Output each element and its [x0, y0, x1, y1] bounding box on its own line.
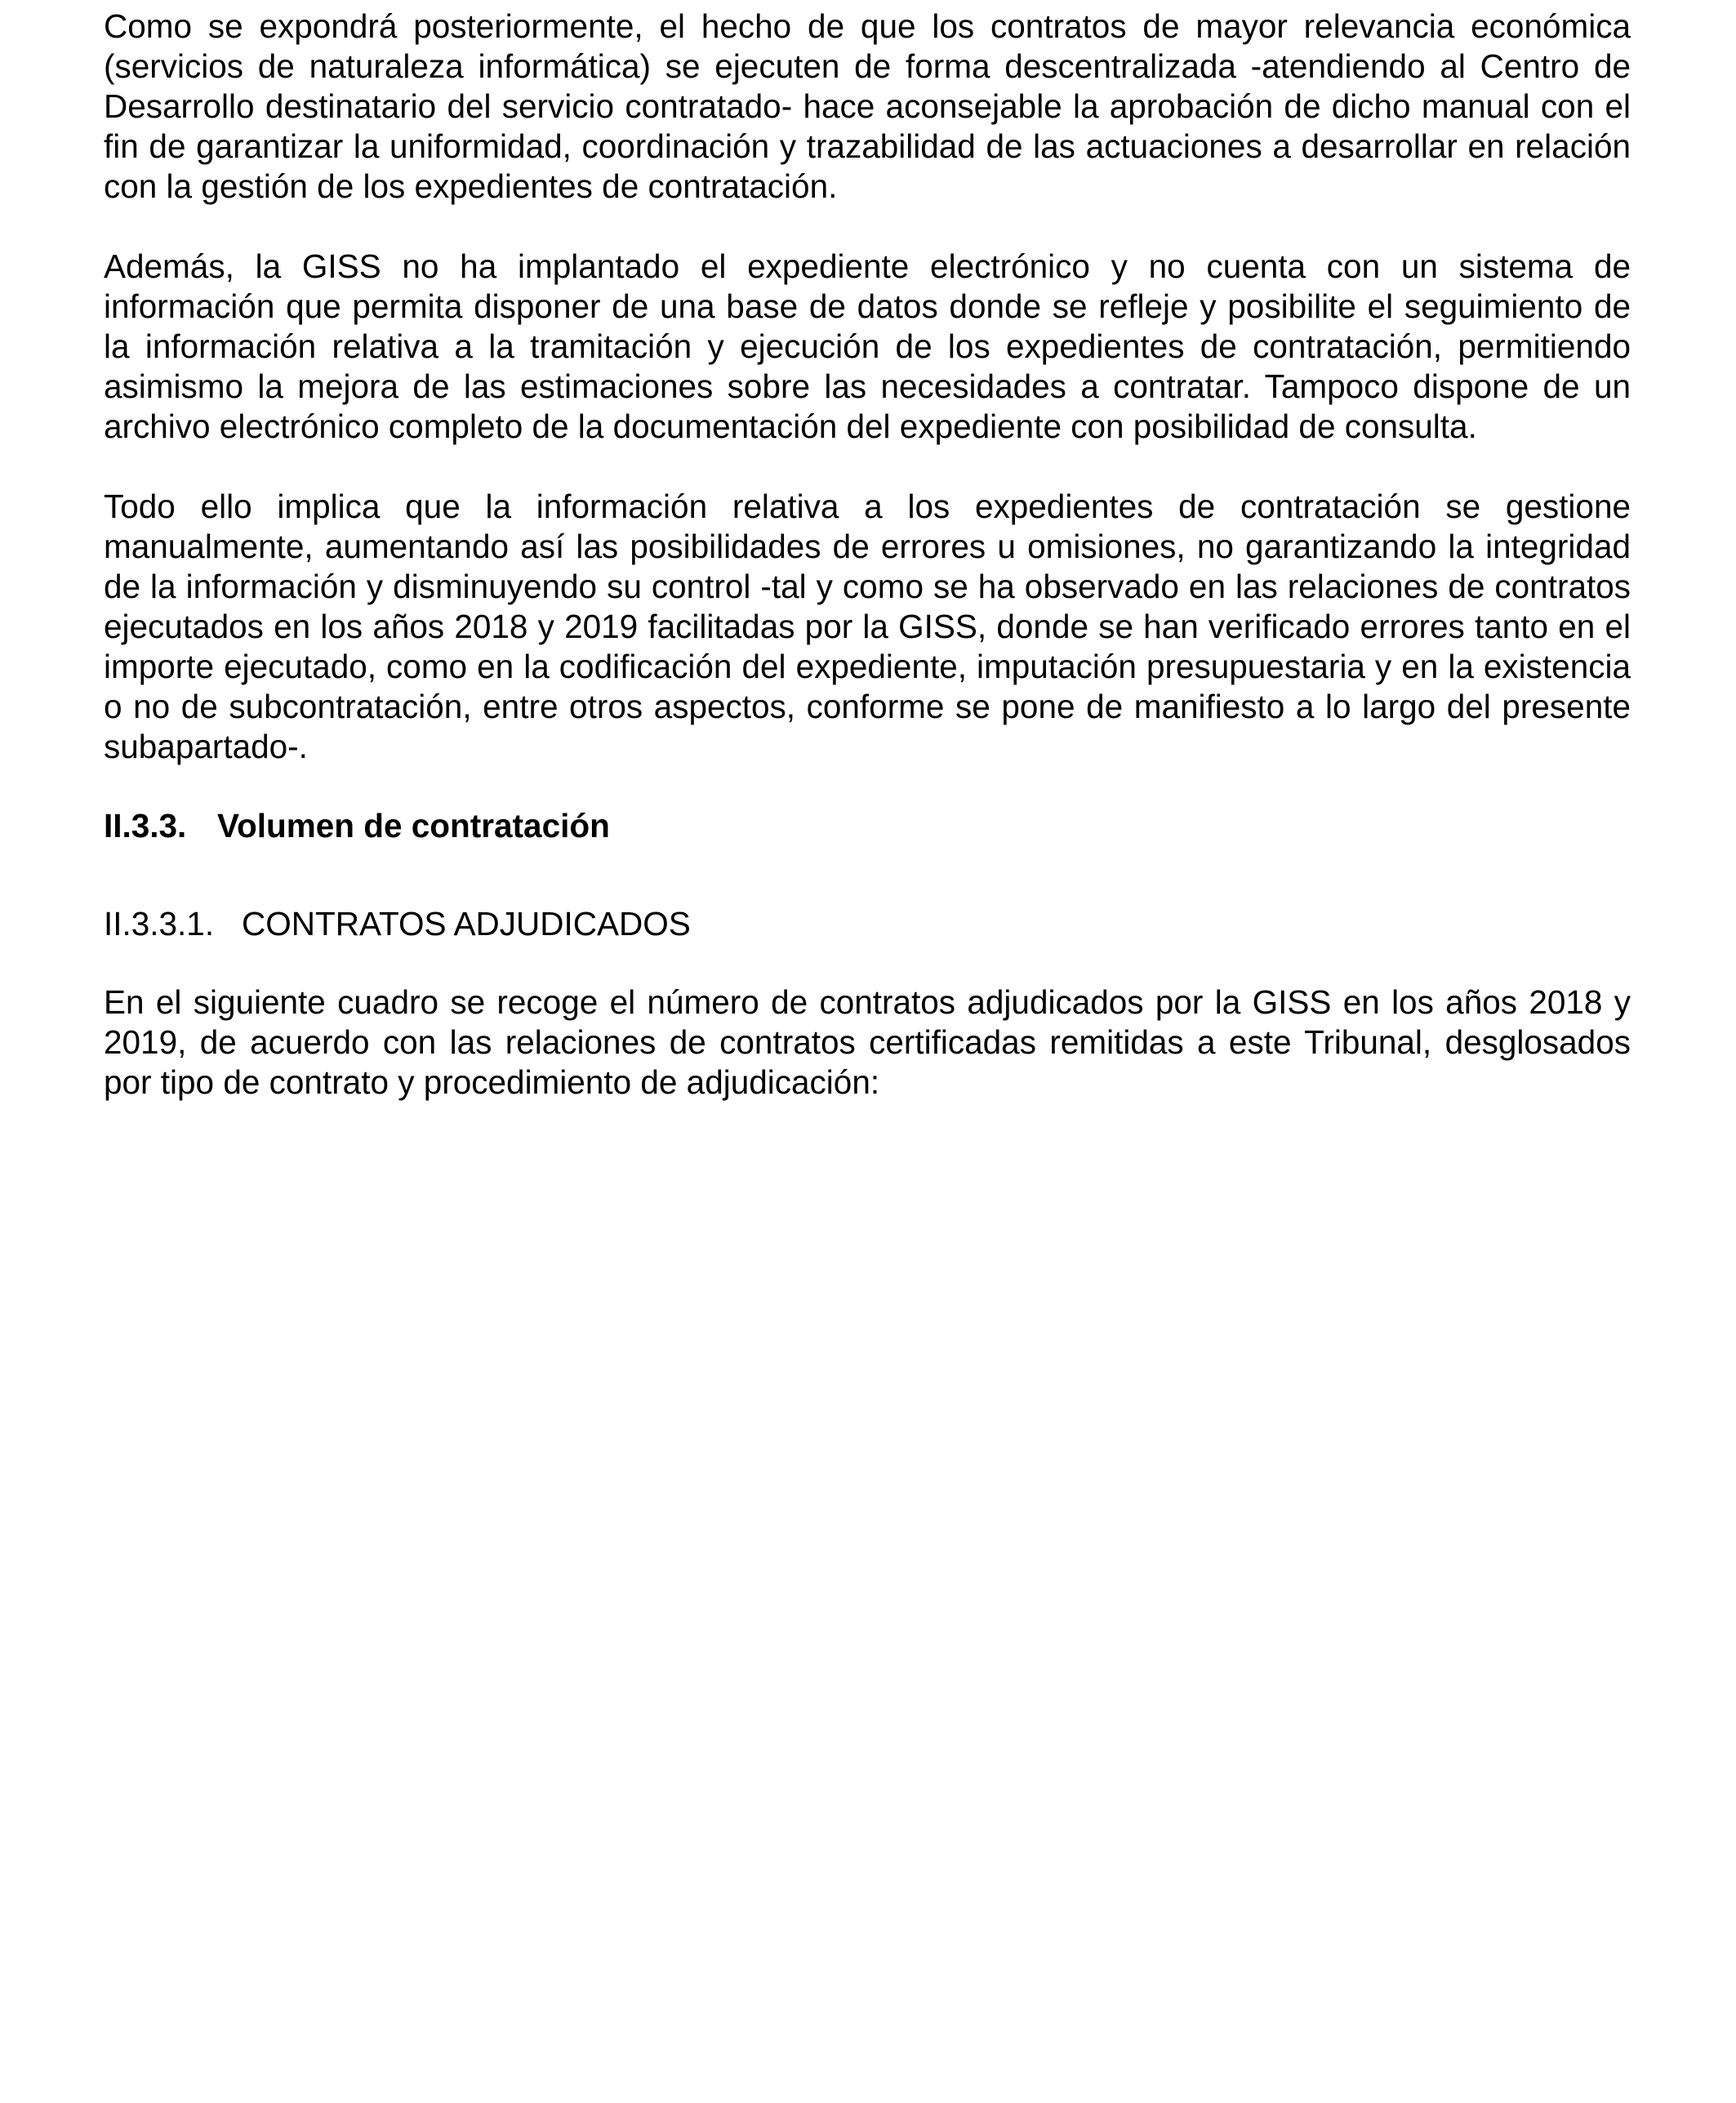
document-page — [104, 7, 1631, 1103]
subsection-heading — [104, 904, 1631, 944]
paragraph-manual: Como se expondrá posteriormente, el hecho de que los contratos de mayor relevancia económica (servicios de naturaleza informática) se ejecuten de forma descentralizada -atendiendo al Centro de Desarrollo destinatario del servicio contratado- hace aconsejable la aprobación de dicho manual con el fin de garantizar la uniformidad, coordinación y trazabilidad de las actuaciones a desarrollar en relación con la gestión de los expedientes de contratación. — [104, 7, 1631, 205]
section-title: Volumen de contratación — [217, 807, 610, 844]
section-number: II.3.3. — [104, 807, 187, 844]
subsection-number: II.3.3.1. — [104, 905, 215, 942]
paragraph-expediente-electronico: Además, la GISS no ha implantado el expediente electrónico y no cuenta con un sistema de información que permita disponer de una base de datos donde se refleje y posibilite el seguimiento de la información relativa a la tramitación y ejecución de los expedientes de contratación, permitiendo asimismo la mejora de las estimaciones sobre las necesidades a contratar. Tampoco dispone de un archivo electrónico completo de la documentación del expediente con posibilidad de consulta. — [104, 247, 1631, 445]
paragraph-gestion-manual: Todo ello implica que la información relativa a los expedientes de contratación se gestione manualmente, aumentando así las posibilidades de errores u omisiones, no garantizando la integridad de la información y disminuyendo su control -tal y como se ha observado en las relaciones de contratos ejecutados en los años 2018 y 2019 facilitadas por la GISS, donde se han verificado errores tanto en el importe ejecutado, como en la codificación del expediente, imputación presupuestaria y en la existencia o no de subcontratación, entre otros aspectos, conforme se pone de manifiesto a lo largo del presente subapartado-. — [104, 488, 1631, 765]
section-heading — [104, 806, 1631, 846]
paragraph-cuadro-intro: En el siguiente cuadro se recoge el número de contratos adjudicados por la GISS en los años 2018 y 2019, de acuerdo con las relaciones de contratos certificadas remitidas a este Tribunal, desglosados por tipo de contrato y procedimiento de adjudicación: — [104, 983, 1631, 1101]
subsection-title: CONTRATOS ADJUDICADOS — [242, 905, 691, 942]
